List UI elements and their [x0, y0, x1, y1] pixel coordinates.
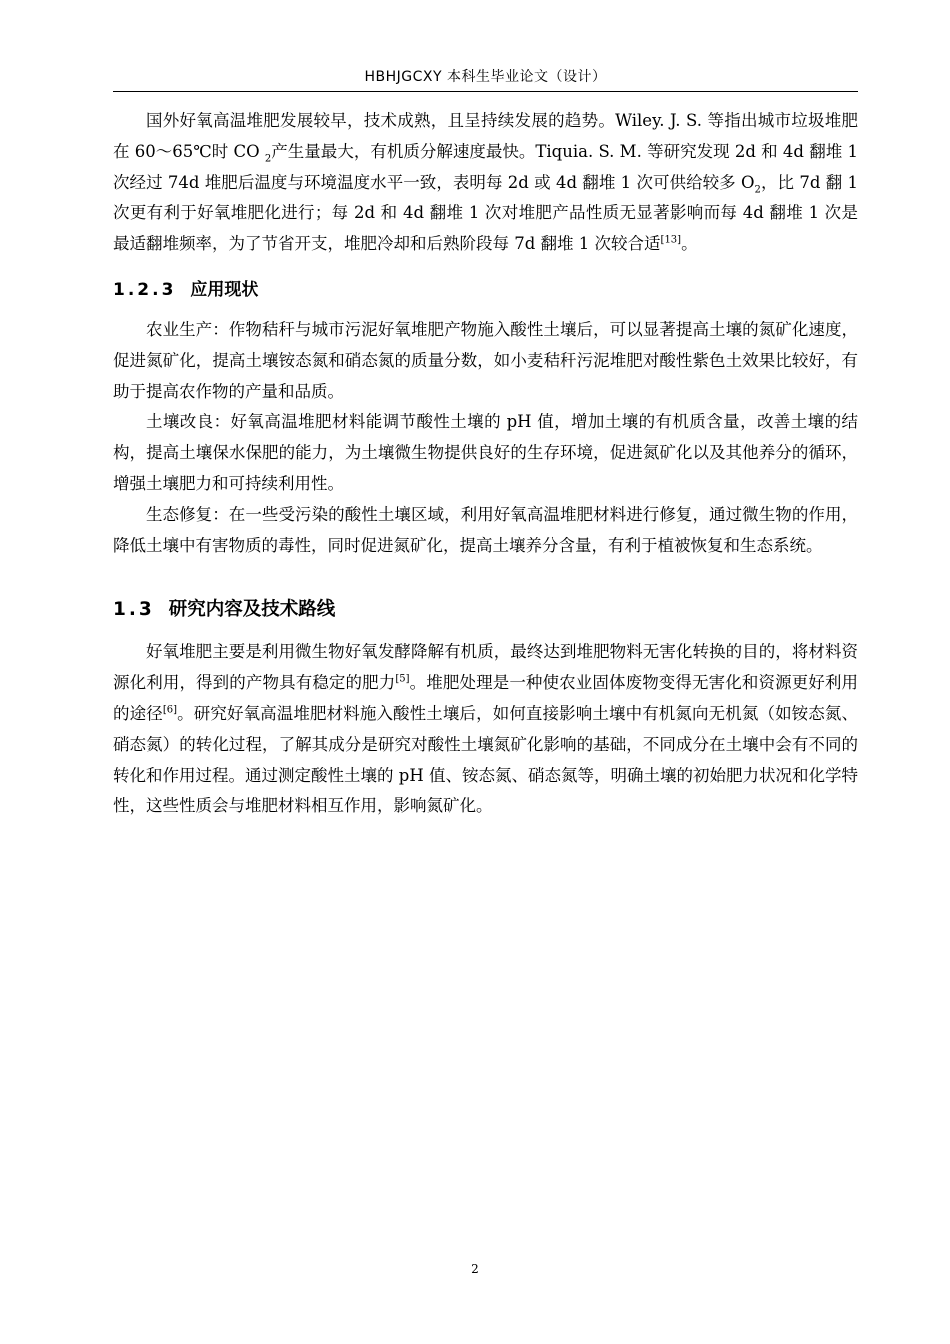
section-title: 应用现状 — [190, 279, 259, 300]
header-rule — [113, 91, 858, 92]
p5-text-c: 。研究好氧高温堆肥材料施入酸性土壤后，如何直接影响土壤中有机氮向无机氮（如铵态氮、硝态氮）的转化过程，了解其成分是研究对酸性土壤氮矿化影响的基础，不同成分在土壤中会有不同的转化和作用过程。通过测定酸性土壤的 pH 值、铵态氮、硝态氮等，明确土壤的初始肥力状况和化学特性，这些性质会与堆肥材料相互作用，影响氮矿化。 — [113, 703, 859, 816]
p1-text-b: 产生量最大，有机质分解速度最快。Tiquia. S. M. 等研究发现 2d 和 4d 翻堆 1 次经过 74d 堆肥后温度与环境温度水平一致，表明每 2d 或 4d 翻堆 1 次可供给较多 O — [113, 141, 858, 192]
section-number: 1.3 — [113, 599, 155, 621]
running-header: HBHJGCXY 本科生毕业论文（设计） — [364, 69, 607, 85]
p1-text-a: 国外好氧高温堆肥发展较早，技术成熟，且呈持续发展的趋势。Wiley. J. S. 等指出城市垃圾堆肥在 60～65℃时 CO — [113, 111, 858, 161]
section-heading-1-2-3 — [113, 275, 858, 305]
section-number: 1.2.3 — [113, 279, 177, 300]
paragraph-foreign-composting — [113, 106, 858, 260]
p1-text-d: 。 — [681, 234, 698, 254]
citation-13: [13] — [660, 234, 682, 246]
paragraph-ecological-restoration: 生态修复：在一些受污染的酸性土壤区域，利用好氧高温堆肥材料进行修复，通过微生物的作用，降低土壤中有害物质的毒性，同时促进氮矿化，提高土壤养分含量，有利于植被恢复和生态系统。 — [113, 504, 858, 555]
page-number: 2 — [471, 1262, 479, 1276]
section-title: 研究内容及技术路线 — [168, 599, 336, 621]
p1-text-c: ，比 7d 翻 1 次更有利于好氧堆肥化进行；每 2d 和 4d 翻堆 1 次对堆肥产品性质无显著影响而每 4d 翻堆 1 次是最适翻堆频率，为了节省开支，堆肥冷却和后熟阶段每 7d 翻堆 1 次较合适 — [113, 172, 858, 254]
citation-6: [6] — [162, 704, 178, 716]
p5-text-a: 好氧堆肥主要是利用微生物好氧发酵降解有机质，最终达到堆肥物料无害化转换的目的，将材料资源化利用，得到的产物具有稳定的肥力 — [113, 642, 858, 693]
p5-text-b: 。堆肥处理是一种使农业固体废物变得无害化和资源更好利用的途径 — [113, 673, 859, 723]
citation-5: [5] — [395, 673, 410, 685]
paragraph-soil-improvement: 土壤改良：好氧高温堆肥材料能调节酸性土壤的 pH 值，增加土壤的有机质含量，改善土壤的结构，提高土壤保水保肥的能力，为土壤微生物提供良好的生存环境，促进氮矿化以及其他养分的循环，增强土壤肥力和可持续利用性。 — [113, 412, 858, 493]
paragraph-agriculture: 农业生产：作物秸秆与城市污泥好氧堆肥产物施入酸性土壤后，可以显著提高土壤的氮矿化速度，促进氮矿化，提高土壤铵态氮和硝态氮的质量分数，如小麦秸秆污泥堆肥对酸性紫色土效果比较好，有助于提高农作物的产量和品质。 — [113, 319, 858, 401]
p1-subscript-o2: 2 — [754, 183, 761, 195]
paragraph-research-content — [113, 637, 858, 822]
page-body — [113, 106, 858, 822]
p1-subscript-co2: 2 — [264, 153, 272, 165]
section-heading-1-3 — [113, 595, 858, 625]
